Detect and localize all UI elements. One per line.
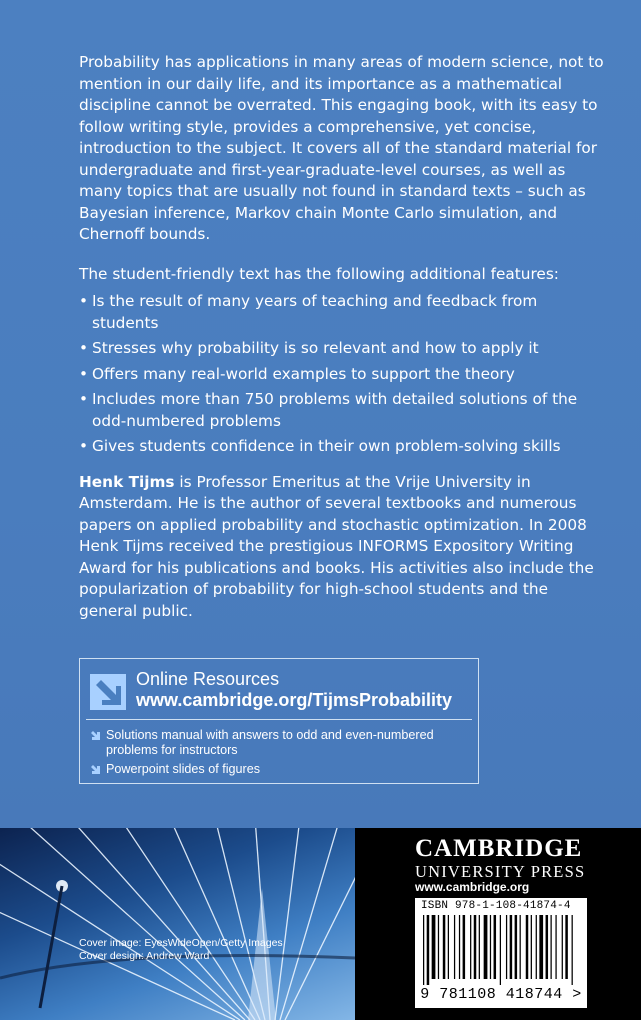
cover-photo-bridge	[0, 828, 355, 1020]
barcode-bar	[500, 915, 501, 985]
barcode-bar	[443, 915, 446, 979]
barcode-bar	[479, 915, 480, 979]
bullet: •	[79, 292, 89, 310]
publisher-name: CAMBRIDGE	[415, 835, 583, 862]
resource-item: Powerpoint slides of figures	[90, 762, 470, 777]
barcode-icon	[419, 915, 583, 985]
resources-url-link[interactable]: www.cambridge.org/TijmsProbability	[136, 690, 453, 710]
barcode-bar	[572, 915, 573, 985]
bullet: •	[79, 390, 89, 408]
barcode-bar	[526, 915, 529, 979]
cover-image-credit: Cover image: EyesWideOpen/Getty Images	[79, 937, 283, 949]
feature-item: • Gives students confidence in their own problem-solving skills	[79, 436, 604, 458]
barcode-bar	[510, 915, 513, 979]
bullet: •	[79, 437, 89, 455]
publisher-panel	[355, 828, 641, 1020]
barcode-bar	[474, 915, 477, 979]
author-paragraph	[79, 472, 604, 623]
resource-item: Solutions manual with answers to odd and even-numbered problems for instructors	[90, 728, 470, 758]
small-arrow-icon	[90, 764, 101, 775]
online-resources-header	[86, 666, 474, 712]
barcode-bar	[484, 915, 488, 979]
barcode-bar	[536, 915, 537, 979]
feature-item: • Stresses why probability is so relevant and how to apply it	[79, 338, 604, 360]
bullet: •	[79, 364, 89, 383]
publisher-website: www.cambridge.org	[415, 880, 530, 894]
small-arrow-icon	[90, 730, 101, 741]
feature-item: • Is the result of many years of teaching and feedback from students	[79, 292, 538, 332]
online-resources-box	[79, 658, 479, 784]
barcode-bar	[494, 915, 497, 979]
feature-item: • Includes more than 750 problems with detailed solutions of the odd-numbered problems	[79, 390, 578, 430]
divider	[86, 719, 472, 720]
intro-paragraph: Probability has applications in many areas of modern science, not to mention in our daily life, and its importance as a mathematical discipline cannot be overrated. This engaging book, with its easy to follow writing style, provides a comprehensive, yet concise, introduction to the subject. It covers all of the standard material for undergraduate and first-year-graduate-level courses, as well as many topics that are usually not found in standard texts – such as Bayesian inference, Markov chain Monte Carlo simulation, and Chernoff bounds.	[79, 53, 604, 243]
barcode-bar	[565, 915, 568, 979]
barcode-bar	[515, 915, 518, 979]
author-name: Henk Tijms	[79, 472, 175, 491]
barcode-bar	[459, 915, 460, 979]
barcode-bar	[531, 915, 532, 979]
resources-list	[90, 728, 470, 781]
bullet: •	[79, 339, 89, 357]
barcode-bar	[454, 915, 455, 979]
barcode-bar	[432, 915, 436, 979]
isbn-label: ISBN 978-1-108-41874-4	[421, 900, 571, 912]
features-lead: The student-friendly text has the following additional features:	[79, 264, 559, 283]
barcode-bar	[551, 915, 552, 979]
barcode-bar	[463, 915, 466, 979]
barcode-bar	[423, 915, 424, 985]
barcode-bar	[448, 915, 449, 979]
barcode-bar	[562, 915, 563, 979]
cover-credits	[79, 937, 283, 963]
barcode-bar	[539, 915, 543, 979]
barcode-bar	[470, 915, 471, 979]
feature-item: • Offers many real-world examples to support the theory	[79, 364, 604, 386]
barcode-bar	[490, 915, 491, 979]
barcode-bar	[427, 915, 430, 985]
ean-number: 9 781108 418744 >	[420, 986, 582, 1003]
barcode-bar	[438, 915, 439, 979]
barcode-bar	[506, 915, 507, 979]
online-resources-title: Online Resources	[136, 669, 280, 689]
features-list	[79, 291, 604, 458]
barcode-bar	[520, 915, 521, 979]
barcode-bar	[555, 915, 556, 979]
barcode-box	[415, 898, 587, 1008]
publisher-press: UNIVERSITY PRESS	[415, 862, 586, 881]
blurb	[79, 52, 604, 622]
barcode-bar	[546, 915, 549, 979]
arrow-down-right-icon	[90, 674, 126, 710]
cover-design-credit: Cover design: Andrew Ward	[79, 950, 210, 962]
bridge-cables-image	[0, 828, 355, 1020]
author-bio: is Professor Emeritus at the Vrije University in Amsterdam. He is the author of several textbooks and numerous papers on applied probability and stochastic optimization. In 2008 Henk Tijms received the prestigious INFORMS Expository Writing Award for his publications and books. His activities also include the popularization of probability for high-school students and the general public.	[79, 472, 594, 620]
